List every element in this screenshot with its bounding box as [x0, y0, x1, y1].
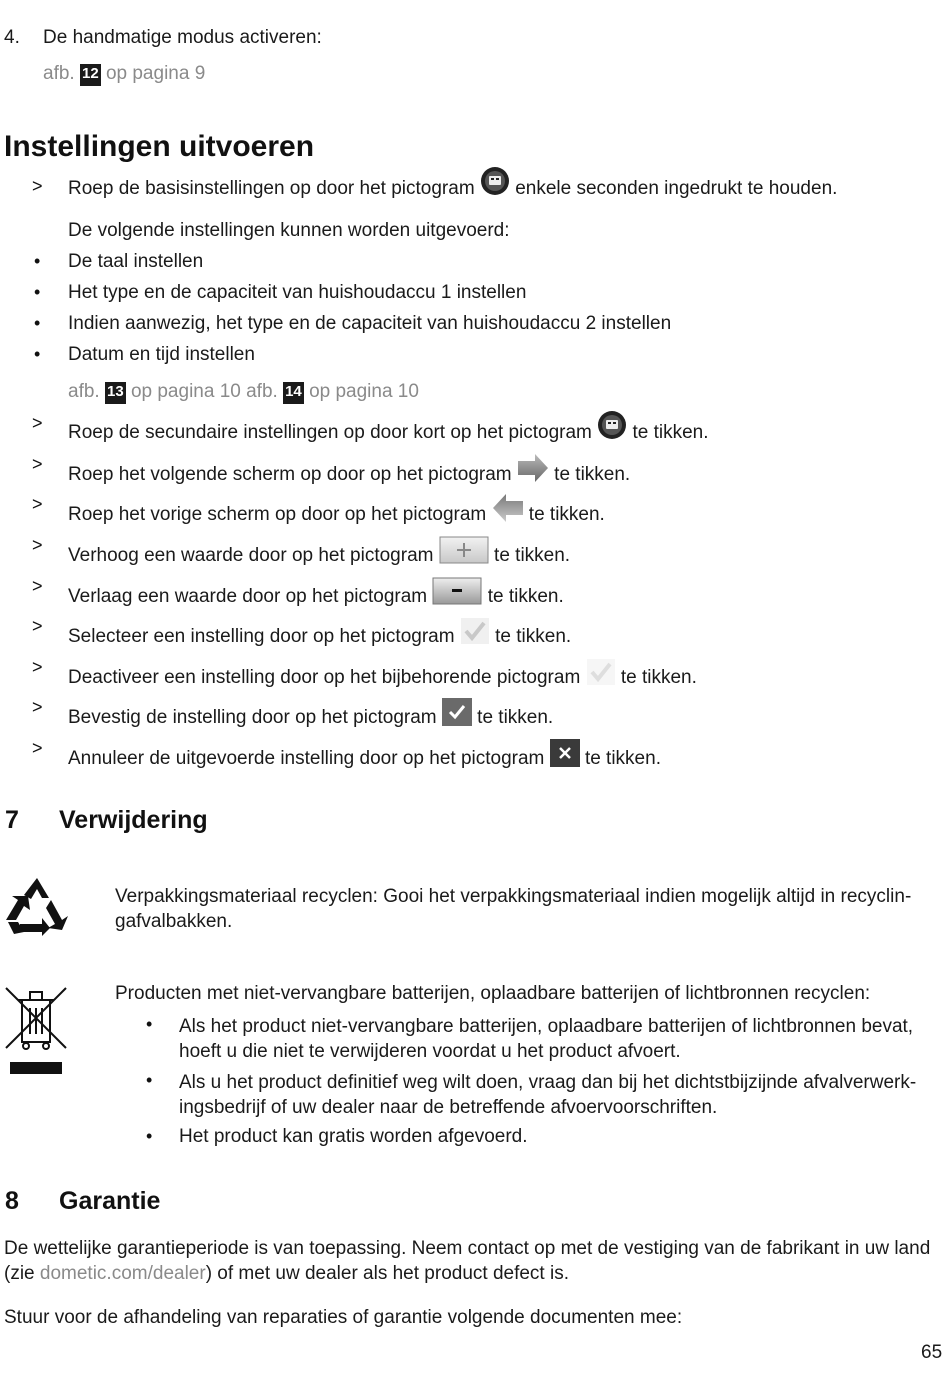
instruction-step	[68, 583, 564, 611]
bullet: •	[34, 251, 41, 271]
figure-number-badge: 12	[80, 64, 101, 86]
section-number: 8	[5, 1187, 19, 1215]
step-text: te tikken.	[477, 707, 554, 729]
cancel-x-icon	[550, 739, 580, 773]
dealer-link[interactable]: dometic.com/dealer	[39, 1263, 206, 1284]
settings-gear-icon	[480, 166, 510, 202]
recycle-icon	[4, 876, 70, 944]
page-number: 65	[921, 1342, 943, 1363]
step-text: Roep de basisinstellingen op door het pictogram	[68, 178, 475, 200]
ref-page: op pagina 9	[105, 63, 206, 84]
weee-intro: Producten met niet-vervangbare batterijen, oplaadbare batterijen of lichtbronnen recyclen:	[115, 983, 871, 1004]
plus-icon	[439, 536, 489, 570]
ref-prefix: afb.	[68, 381, 100, 402]
step-chevron: >	[32, 494, 43, 514]
list-item: Als u het product definitief weg wilt doen, vraag dan bij het dichtstbijzijnde afvalverwerkingsbedrijf of uw dealer naar de betreffende afvoervoorschriften.	[179, 1072, 917, 1118]
step-chevron: >	[32, 616, 43, 636]
step-chevron: >	[32, 657, 43, 677]
bullet: •	[146, 1014, 153, 1034]
step-text: te tikken.	[494, 545, 571, 567]
step-chevron: >	[32, 738, 43, 758]
step-chevron: >	[32, 535, 43, 555]
instruction-step	[68, 745, 661, 773]
documents-paragraph: Stuur voor de afhandeling van reparaties of garantie volgende documenten mee:	[4, 1307, 683, 1328]
step-text: Roep het volgende scherm op door op het pictogram	[68, 464, 512, 486]
instruction-step	[68, 420, 709, 446]
step-text: enkele seconden ingedrukt te houden.	[515, 178, 838, 200]
bullet: •	[34, 344, 41, 364]
step-text: Deactiveer een instelling door op het bijbehorende pictogram	[68, 667, 581, 689]
list-item: De taal instellen	[68, 251, 204, 272]
arrow-left-icon	[492, 493, 524, 529]
ref-prefix: afb.	[43, 63, 75, 84]
step-chevron: >	[32, 454, 43, 474]
step-text: te tikken.	[584, 748, 661, 770]
recycle-text: Verpakkingsmateriaal recyclen: Gooi het verpakkingsmateriaal indien mogelijk altijd in recyclingafvalbakken.	[115, 886, 912, 932]
step-chevron: >	[32, 576, 43, 596]
step-text: te tikken.	[554, 464, 631, 486]
section-title: Garantie	[59, 1187, 161, 1215]
step-chevron: >	[32, 697, 43, 717]
bullet: •	[146, 1070, 153, 1090]
list-item: Het type en de capaciteit van huishoudaccu 1 instellen	[68, 282, 527, 303]
step-text: De handmatige modus activeren:	[43, 27, 322, 48]
instruction-step	[68, 461, 630, 489]
figure-reference	[43, 63, 205, 86]
confirm-check-icon	[442, 698, 472, 732]
section-number: 7	[5, 806, 19, 834]
instruction-step	[68, 664, 697, 692]
step-text: te tikken.	[495, 626, 572, 648]
minus-icon	[432, 577, 482, 611]
ref-page: op pagina 10	[309, 381, 419, 402]
section-title: Verwijdering	[59, 806, 208, 834]
instruction-step	[68, 704, 553, 732]
step-text: te tikken.	[620, 667, 697, 689]
list-item: Indien aanwezig, het type en de capaciteit van huishoudaccu 2 instellen	[68, 313, 672, 334]
bullet: •	[146, 1126, 153, 1146]
figure-number-badge: 13	[105, 382, 126, 404]
ref-page: op pagina 10 afb.	[130, 381, 278, 402]
step-text: Bevestig de instelling door op het pictogram	[68, 707, 437, 729]
step-text: Selecteer een instelling door op het pictogram	[68, 626, 455, 648]
list-item: Datum en tijd instellen	[68, 344, 255, 365]
instruction-step	[68, 542, 570, 570]
bullet: •	[34, 282, 41, 302]
paragraph-text: De wettelijke garantieperiode is van toepassing. Neem contact op met de vestiging van de fabrikant in uw land (zie	[4, 1238, 931, 1284]
step-text: te tikken.	[632, 422, 709, 444]
arrow-right-icon	[517, 453, 549, 489]
step-text: te tikken.	[528, 504, 605, 526]
list-item: Als het product niet-vervangbare batterijen, oplaadbare batterijen of lichtbronnen bevat, hoeft u die niet te verwijderen voordat u het product afvoert.	[179, 1016, 914, 1062]
section-title: Instellingen uitvoeren	[4, 130, 315, 163]
instruction-step	[68, 623, 571, 651]
warranty-paragraph	[4, 1236, 939, 1286]
step-chevron: >	[32, 176, 43, 196]
paragraph-text: ) of met uw dealer als het product defect is.	[205, 1263, 569, 1284]
instruction-step	[68, 501, 605, 529]
step-text: te tikken.	[487, 586, 564, 608]
step-text: Verlaag een waarde door op het pictogram	[68, 586, 428, 608]
settings-intro: De volgende instellingen kunnen worden uitgevoerd:	[68, 220, 510, 241]
step-text: Roep de secundaire instellingen op door kort op het pictogram	[68, 422, 592, 444]
step-text: Roep het vorige scherm op door op het pictogram	[68, 504, 487, 526]
weee-bin-icon	[4, 986, 68, 1082]
list-item: Het product kan gratis worden afgevoerd.	[179, 1126, 528, 1147]
settings-gear-icon	[597, 410, 627, 446]
figure-number-badge: 14	[283, 382, 304, 404]
step-text: Annuleer de uitgevoerde instelling door op het pictogram	[68, 748, 545, 770]
instruction-step	[68, 176, 837, 202]
step-chevron: >	[32, 413, 43, 433]
bullet: •	[34, 313, 41, 333]
step-text: Verhoog een waarde door op het pictogram	[68, 545, 434, 567]
checkmark-faded-icon	[586, 658, 616, 692]
step-number: 4.	[4, 27, 20, 48]
figure-reference	[68, 381, 419, 404]
checkmark-light-icon	[460, 617, 490, 651]
